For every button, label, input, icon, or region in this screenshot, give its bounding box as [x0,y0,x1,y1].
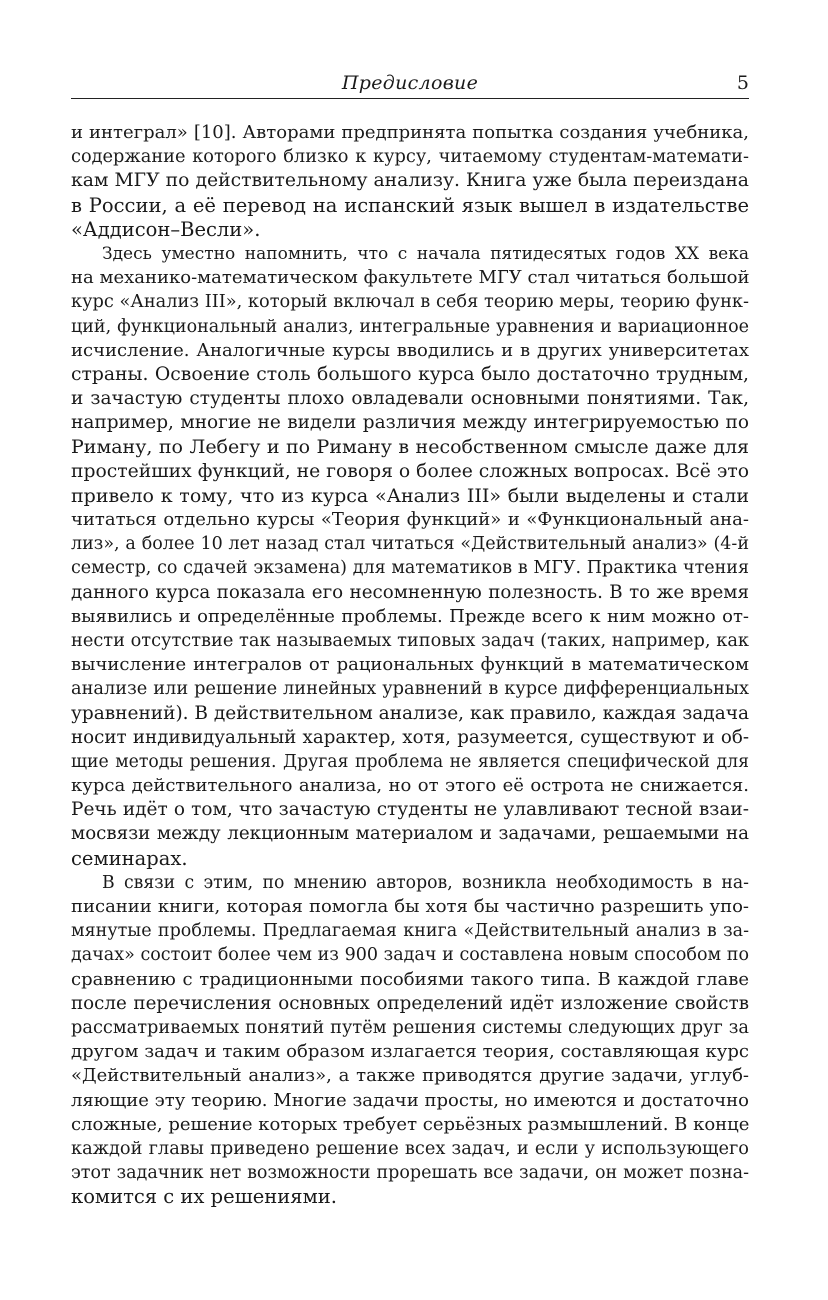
text-line: В связи с этим, по мнению авторов, возникла необходимость в на- [102,872,749,893]
text-line: комится с их решениями. [71,1185,337,1209]
text-line: данного курса показала его несомненную полезность. В то же время [71,581,749,603]
text-line: щие методы решения. Другая проблема не является специфической для [71,751,749,772]
body-text [71,121,749,1209]
text-line: курс «Анализ III», который включал в себя теорию меры, теорию функ- [71,292,749,313]
text-line: этот задачник нет возможности прорешать все задачи, он может позна- [71,1163,749,1184]
text-line: каждой главы приведено решение всех задач, и если у использующего [71,1138,749,1159]
text-line: исчисление. Аналогичные курсы вводились и в других университетах [71,339,749,361]
text-line: читаться отдельно курсы «Теория функций» и «Функциональный ана- [71,509,749,530]
text-line: сложные, решение которых требует серьёзных размышлений. В конце [71,1113,750,1135]
text-line: на механико-математическом факультете МГУ стал читаться большой [71,267,750,289]
text-line: лиз», а более 10 лет назад стал читаться «Действительный анализ» (4-й [71,534,749,555]
text-line: простейших функций, не говоря о более сложных вопросах. Всё это [71,460,750,482]
text-line: сравнению с традиционными пособиями такого типа. В каждой главе [71,968,749,990]
text-line: Риману, по Лебегу и по Риману в несобственном смысле даже для [71,436,749,459]
text-line: мосвязи между лекционным материалом и задачами, решаемыми на [71,823,749,845]
text-line: дачах» состоит более чем из 900 задач и составлена новым способом по [71,945,749,966]
text-line: в России, а её перевод на испанский язык вышел в издательстве [71,193,749,217]
text-line: вычисление интегралов от рациональных функций в математическом [71,654,749,676]
text-line: носит индивидуальный характер, хотя, разумеется, существуют и об- [71,726,749,748]
text-line: семинарах. [71,846,188,870]
text-line: уравнений). В действительном анализе, как правило, каждая задача [71,702,749,724]
running-title: Предисловие [341,72,479,94]
text-line: мянутые проблемы. Предлагаемая книга «Действительный анализ в за- [71,921,749,942]
text-line: другом задач и таким образом излагается теория, составляющая курс [71,1041,749,1063]
text-line: выявились и определённые проблемы. Прежде всего к ним можно от- [71,605,749,627]
text-line: ляющие эту теорию. Многие задачи просты, но имеются и достаточно [71,1089,749,1111]
page-number: 5 [736,72,749,94]
text-line: содержание которого близко к курсу, читаемому студентам-математи- [71,147,749,168]
text-line: «Аддисон–Весли». [71,217,261,241]
text-line: семестр, со сдачей экзамена) для математиков в МГУ. Практика чтения [71,558,749,579]
text-line: например, многие не видели различия между интегрируемостью по [71,412,749,434]
text-line: страны. Освоение столь большого курса было достаточно трудным, [71,363,749,385]
text-line: Здесь уместно напомнить, что с начала пятидесятых годов XX века [102,243,749,264]
text-line: после перечисления основных определений идёт изложение свойств [71,992,749,1014]
text-line: Речь идёт о том, что зачастую студенты не улавливают тесной взаи- [71,799,749,821]
text-line: «Действительный анализ», а также приводятся другие задачи, углуб- [71,1065,749,1087]
text-line: нести отсутствие так называемых типовых задач (таких, например, как [71,630,749,651]
text-line: рассматриваемых понятий путём решения системы следующих друг за [71,1017,749,1038]
book-page [71,70,749,1209]
text-line: курса действительного анализа, но от этого её острота не снижается. [71,775,749,797]
text-line: анализе или решение линейных уравнений в курсе дифференциальных [71,679,749,700]
text-line: ций, функциональный анализ, интегральные уравнения и вариационное [71,316,749,337]
text-line: и зачастую студенты плохо овладевали основными понятиями. Так, [71,388,749,410]
running-header [71,70,749,99]
text-line: привело к тому, что из курса «Анализ III» были выделены и стали [71,484,749,507]
text-line: кам МГУ по действительному анализу. Книга уже была переиздана [71,170,749,192]
text-line: и интеграл» [10]. Авторами предпринята попытка создания учебника, [71,122,749,143]
text-line: писании книги, которая помогла бы хотя бы частично разрешить упо- [71,896,749,917]
